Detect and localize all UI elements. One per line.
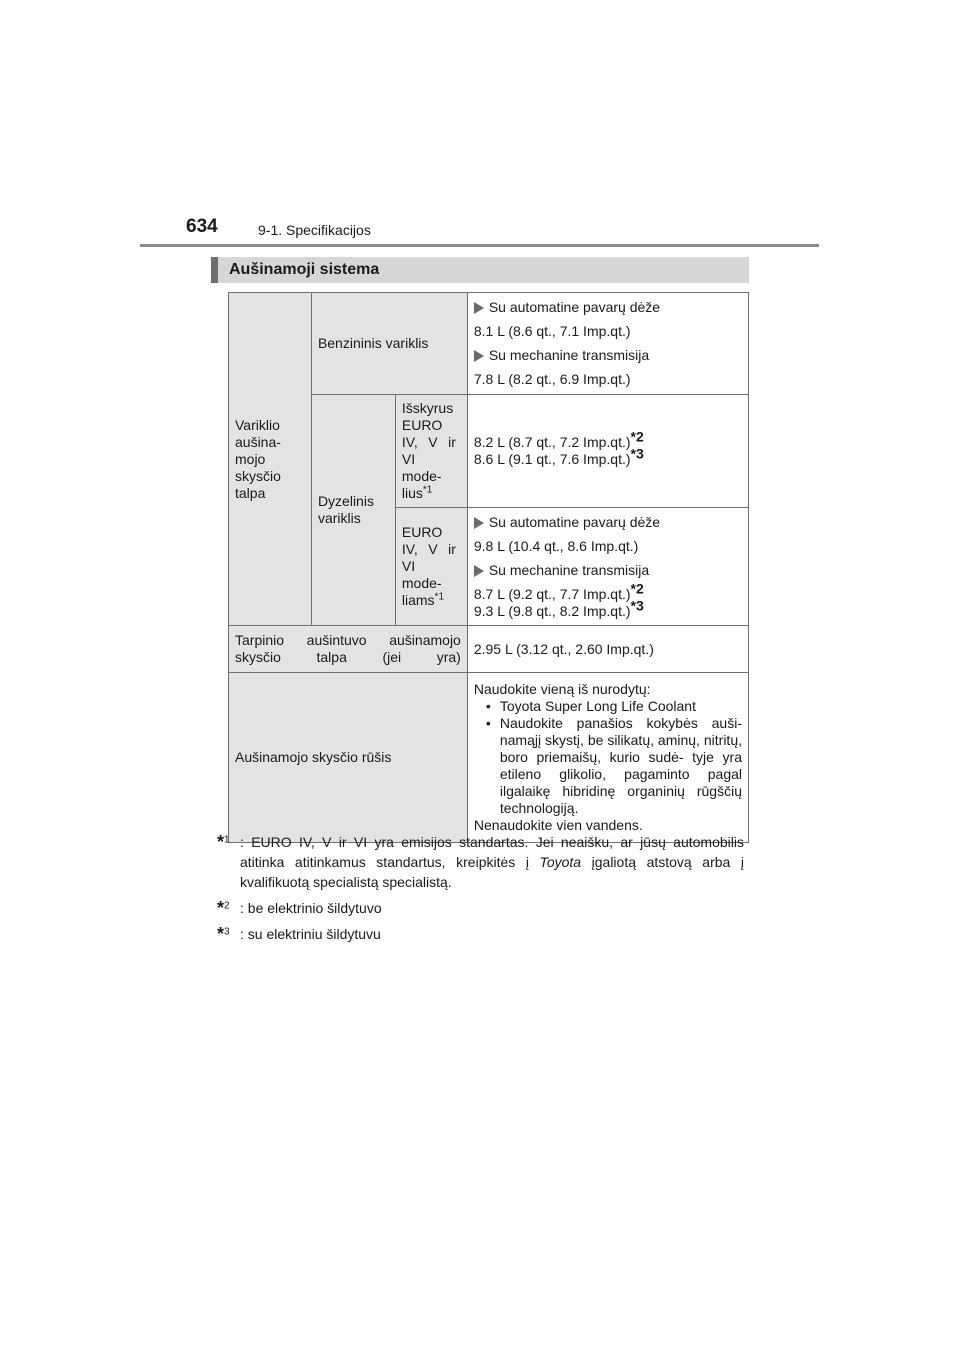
footnote-1-text-end: įgaliotą atstovą arba į kvalifikuotą specialistą specialistą.: [240, 854, 744, 890]
diesel-manual-item: [474, 562, 742, 579]
coolant-option: • Toyota Super Long Life Coolant: [474, 698, 742, 715]
footnote-number: 2: [224, 900, 230, 912]
arrow-right-icon: [474, 565, 484, 577]
footnote-1-brand: Toyota: [539, 854, 582, 870]
footnote-ref: *1: [434, 591, 444, 603]
footnote-mark: *: [217, 924, 225, 944]
coolant-option: • Naudokite panašios kokybės auši- namąjį skystį, be silikatų, aminų, nitritų, boro priemaišų, kurio sudė- tyje yra etileno glikolio, pagaminto pagal ilgalaikę hibridinę organinių rūgščių technologiją.: [474, 715, 742, 817]
header-rule: [140, 244, 819, 247]
coolant-type-cell: [229, 673, 468, 843]
gasoline-engine-label: Benzininis variklis: [317, 335, 429, 351]
intercooler-value-cell: [467, 626, 748, 673]
diesel-except-euro-capacity-cell: [467, 395, 748, 508]
gasoline-auto-item: [474, 299, 742, 316]
arrow-right-icon: [474, 517, 484, 529]
diesel-except-value-2: 8.6 L (9.1 qt., 7.6 Imp.qt.): [473, 451, 631, 467]
footnote-1-text: : EURO IV, V ir VI yra emisijos standartas. Jei neaišku, ar jūsų automobilis atitinka atitinkamus standartus, kreipkitės į: [240, 834, 744, 870]
section-title: Aušinamoji sistema: [229, 261, 380, 278]
footnote-ref: *3: [630, 445, 644, 462]
gasoline-manual-value: 7.8 L (8.2 qt., 6.9 Imp.qt.): [473, 371, 631, 387]
footnote-2: [217, 898, 744, 918]
coolant-type-label: Aušinamojo skysčio rūšis: [235, 749, 392, 765]
footnote-3: [217, 924, 744, 944]
diesel-euro-label: EURO IV, V ir VI mode- liams: [401, 524, 456, 608]
diesel-except-euro-cell: [395, 395, 467, 508]
diesel-auto-item: [474, 514, 742, 531]
footnote-ref: *2: [630, 579, 644, 596]
arrow-right-icon: [474, 350, 484, 362]
gasoline-manual-label: Su mechanine transmisija: [488, 347, 650, 363]
diesel-manual-value-1: 8.7 L (9.2 qt., 7.7 Imp.qt.): [473, 585, 631, 602]
gasoline-auto-value: 8.1 L (8.6 qt., 7.1 Imp.qt.): [473, 323, 631, 339]
footnote-number: 3: [224, 926, 230, 938]
diesel-auto-value: 9.8 L (10.4 qt., 8.6 Imp.qt.): [473, 537, 639, 554]
engine-coolant-capacity-label: Variklio aušina- mojo skysčio talpa: [235, 416, 281, 501]
coolant-options-list: [474, 698, 742, 817]
coolant-type-value-cell: [467, 673, 748, 843]
diesel-euro-capacity-cell: [467, 508, 748, 626]
intercooler-cell: [229, 626, 468, 673]
footnote-2-text: : be elektrinio šildytuvo: [240, 900, 382, 916]
diesel-manual-value-2: 9.3 L (9.8 qt., 8.2 Imp.qt.): [473, 602, 631, 619]
intercooler-value: 2.95 L (3.12 qt., 2.60 Imp.qt.): [473, 640, 654, 657]
section-name: 9-1. Specifikacijos: [258, 222, 371, 238]
diesel-auto-label: Su automatine pavarų dėže: [488, 513, 661, 530]
gasoline-capacity-cell: [467, 293, 748, 395]
intercooler-label: Tarpinio aušintuvo aušinamojo skysčio talpa (jei yra): [235, 632, 461, 665]
footnote-3-text: : su elektriniu šildytuvu: [240, 926, 381, 942]
footnote-mark: *: [217, 898, 225, 918]
diesel-except-euro-label: Išskyrus EURO IV, V ir VI mode- lius: [401, 400, 456, 501]
diesel-engine-label: Dyzelinis variklis: [317, 493, 374, 526]
gasoline-manual-item: [474, 347, 742, 364]
coolant-warning: Nenaudokite vien vandens.: [473, 817, 643, 833]
footnote-1: [217, 832, 744, 892]
footnote-ref: *2: [630, 428, 644, 445]
footnote-number: 1: [224, 834, 230, 846]
diesel-manual-label: Su mechanine transmisija: [488, 561, 650, 578]
footnotes: [217, 832, 744, 950]
footnote-mark: *: [217, 832, 225, 852]
footnote-ref: *3: [630, 596, 644, 613]
gasoline-auto-label: Su automatine pavarų dėže: [488, 299, 661, 315]
coolant-spec-table: [228, 292, 749, 843]
engine-coolant-capacity-cell: [229, 293, 312, 626]
footnote-ref: *1: [422, 484, 433, 496]
diesel-except-value-1: 8.2 L (8.7 qt., 7.2 Imp.qt.): [473, 434, 631, 450]
coolant-type-intro: Naudokite vieną iš nurodytų:: [473, 681, 651, 697]
section-title-bar: [211, 257, 749, 283]
arrow-right-icon: [474, 302, 484, 314]
gasoline-engine-cell: [311, 293, 467, 395]
diesel-engine-cell: [311, 395, 395, 626]
diesel-euro-cell: [395, 508, 467, 626]
page-number: 634: [186, 216, 218, 237]
